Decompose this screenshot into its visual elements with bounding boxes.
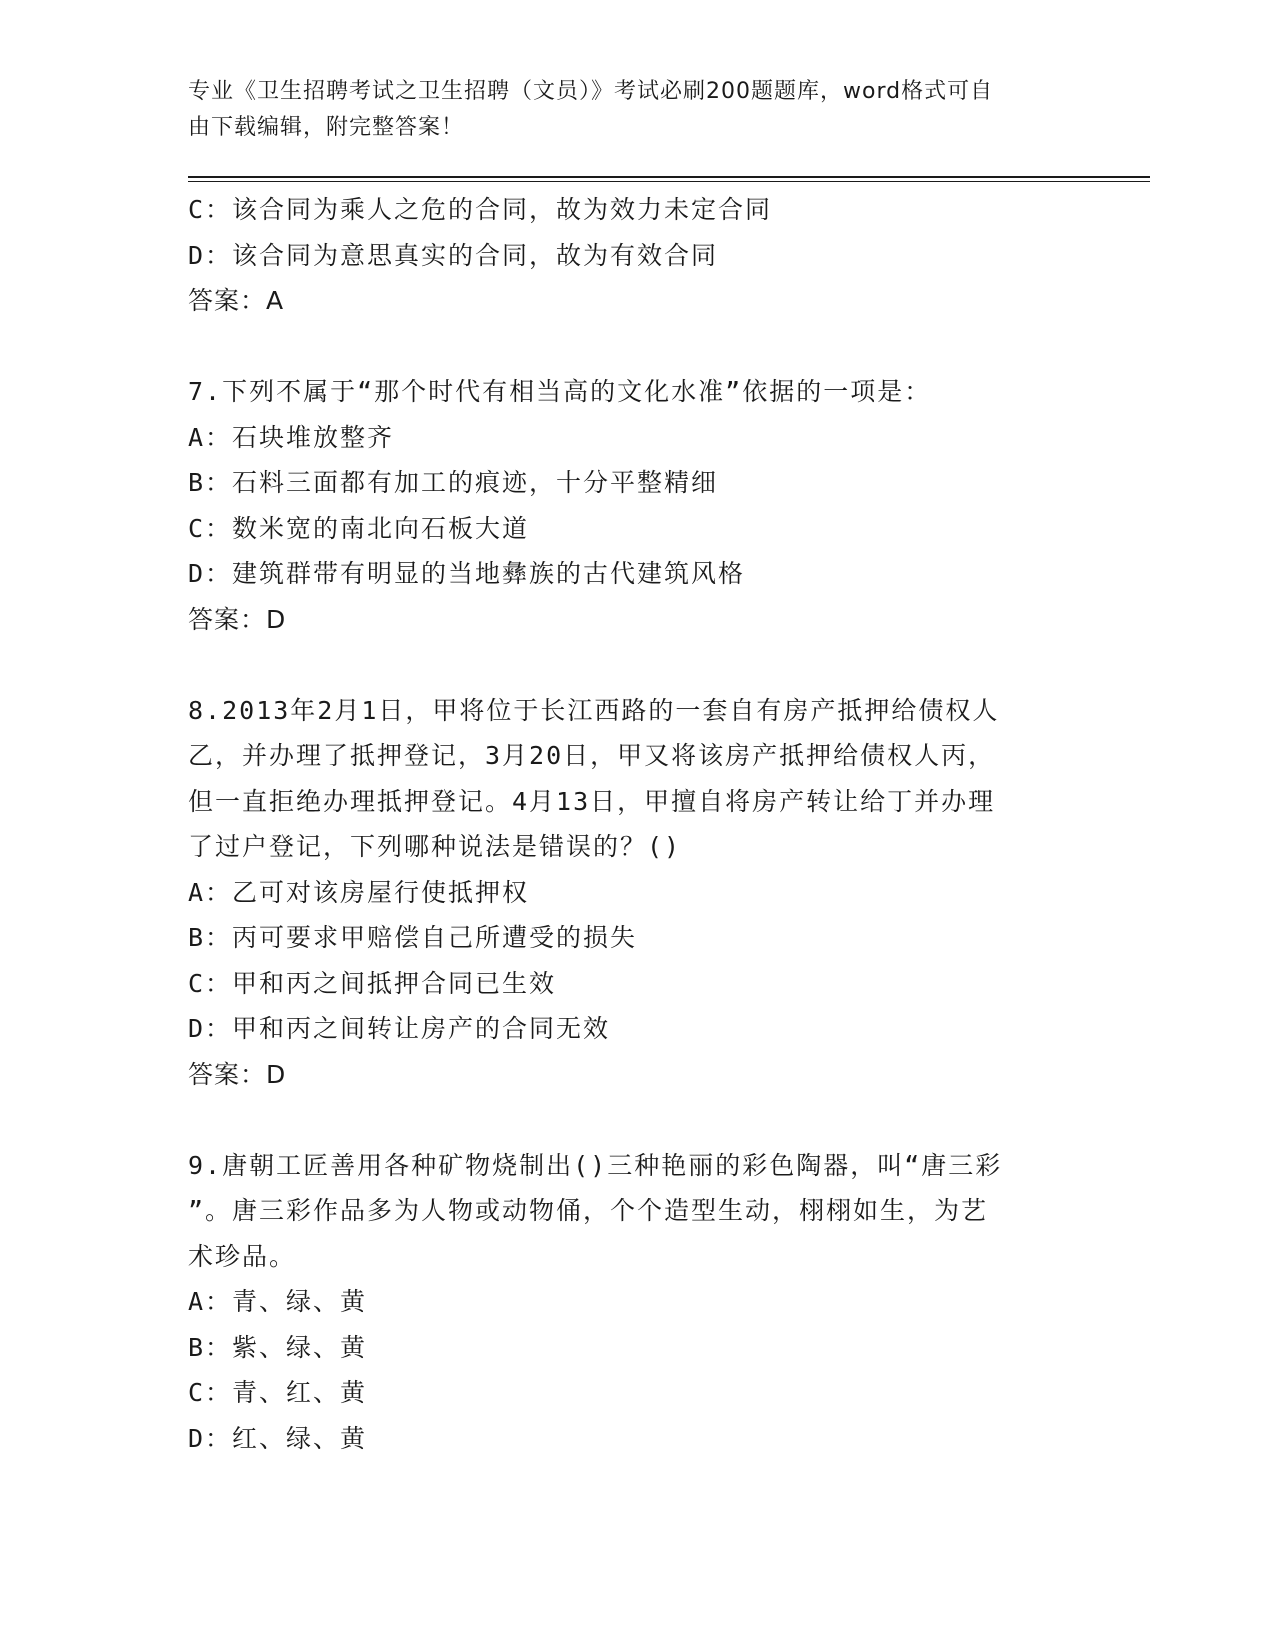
- option-b: B：紫、绿、黄: [188, 1332, 368, 1362]
- spacer: [188, 642, 1068, 688]
- question-stem-line: 乙，并办理了抵押登记，3月20日，甲又将该房产抵押给债权人丙，: [188, 741, 996, 770]
- question-stem-line: 8.2013年2月1日，甲将位于长江西路的一套自有房产抵押给债权人: [188, 695, 1000, 725]
- option-a: A：青、绿、黄: [188, 1287, 368, 1316]
- option-c: C：数米宽的南北向石板大道: [188, 513, 530, 543]
- option-c: C：甲和丙之间抵押合同已生效: [188, 968, 557, 998]
- question-6-tail: [188, 187, 1068, 324]
- question-stem-line: 7.下列不属于“那个时代有相当高的文化水准”依据的一项是：: [188, 377, 932, 406]
- answer-line: 答案：A: [188, 286, 285, 315]
- option-d: D：甲和丙之间转让房产的合同无效: [188, 1014, 611, 1043]
- answer-line: 答案：D: [188, 604, 287, 634]
- question-7: [188, 369, 1068, 642]
- spacer: [188, 1097, 1068, 1143]
- option-d: D：该合同为意思真实的合同，故为有效合同: [188, 240, 719, 270]
- question-stem-line: 术珍品。: [188, 1241, 297, 1271]
- question-body: [188, 187, 1068, 1461]
- question-stem-line: ”。唐三彩作品多为人物或动物俑，个个造型生动，栩栩如生，为艺: [188, 1196, 989, 1225]
- document-header: [188, 74, 1068, 146]
- header-divider-thick: [188, 176, 1150, 178]
- question-stem-line: 了过户登记，下列哪种说法是错误的？(): [188, 832, 682, 861]
- option-c: C：青、红、黄: [188, 1378, 368, 1407]
- option-d: D：红、绿、黄: [188, 1423, 368, 1453]
- spacer: [188, 324, 1068, 370]
- answer-line: 答案：D: [188, 1059, 287, 1089]
- option-c: C：该合同为乘人之危的合同，故为效力未定合同: [188, 195, 773, 224]
- header-line-1: 专业《卫生招聘考试之卫生招聘（文员）》考试必刷200题题库，word格式可自: [188, 79, 994, 104]
- option-a: A：乙可对该房屋行使抵押权: [188, 877, 530, 907]
- option-d: D：建筑群带有明显的当地彝族的古代建筑风格: [188, 559, 746, 588]
- option-b: B：丙可要求甲赔偿自己所遭受的损失: [188, 923, 638, 952]
- header-line-2: 由下载编辑，附完整答案！: [188, 115, 465, 140]
- question-stem-line: 9.唐朝工匠善用各种矿物烧制出()三种艳丽的彩色陶器，叫“唐三彩: [188, 1150, 1003, 1180]
- option-a: A：石块堆放整齐: [188, 422, 395, 452]
- question-8: [188, 688, 1068, 1098]
- question-9: [188, 1143, 1068, 1462]
- question-stem-line: 但一直拒绝办理抵押登记。4月13日，甲擅自将房产转让给丁并办理: [188, 786, 996, 816]
- option-b: B：石料三面都有加工的痕迹，十分平整精细: [188, 468, 719, 497]
- header-divider-thin: [188, 181, 1150, 182]
